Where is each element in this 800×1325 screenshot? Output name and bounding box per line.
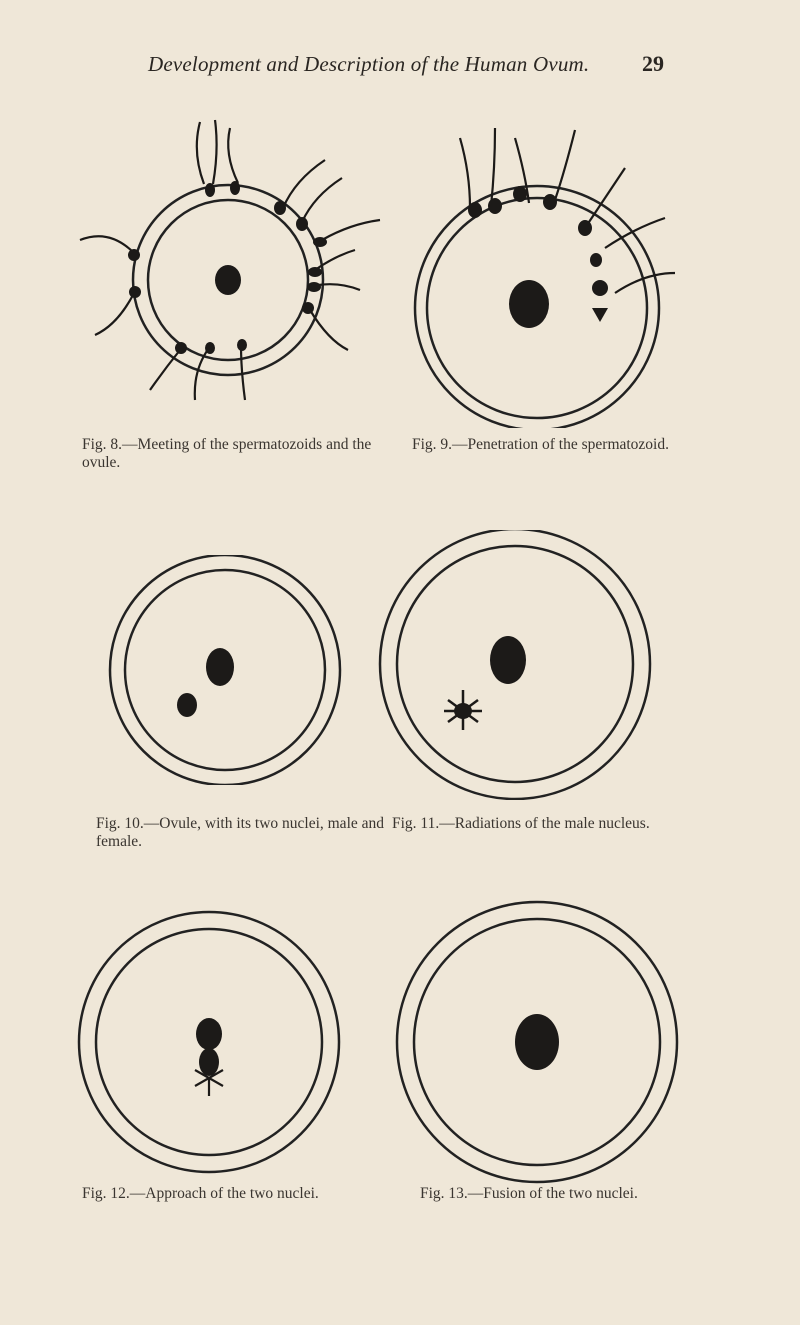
figure-11	[378, 530, 658, 800]
figure-13	[395, 900, 680, 1185]
figure-12	[75, 910, 345, 1175]
figure-8-illustration	[70, 100, 390, 420]
figure-13-caption: Fig. 13.—Fusion of the two nuclei.	[420, 1185, 638, 1202]
figure-10-caption: Fig. 10.—Ovule, with its two nuclei, male and female.	[96, 815, 385, 850]
figure-8	[70, 100, 390, 420]
figure-12-illustration	[75, 910, 345, 1175]
figure-8-caption: Fig. 8.—Meeting of the spermatozoids and the ovule.	[82, 436, 372, 471]
figure-11-caption: Fig. 11.—Radiations of the male nucleus.	[392, 815, 650, 832]
figure-11-illustration	[378, 530, 658, 800]
page-number: 29	[642, 51, 664, 76]
figure-12-caption: Fig. 12.—Approach of the two nuclei.	[82, 1185, 319, 1202]
running-title: Development and Description of the Human Ovum.	[148, 52, 590, 76]
figure-9-caption: Fig. 9.—Penetration of the spermatozoid.	[412, 436, 669, 453]
figure-13-illustration	[395, 900, 680, 1185]
figure-10-illustration	[95, 555, 355, 785]
figure-9-illustration	[400, 118, 700, 428]
figure-9	[400, 118, 700, 428]
figure-10	[95, 555, 355, 785]
page-header	[0, 52, 800, 88]
